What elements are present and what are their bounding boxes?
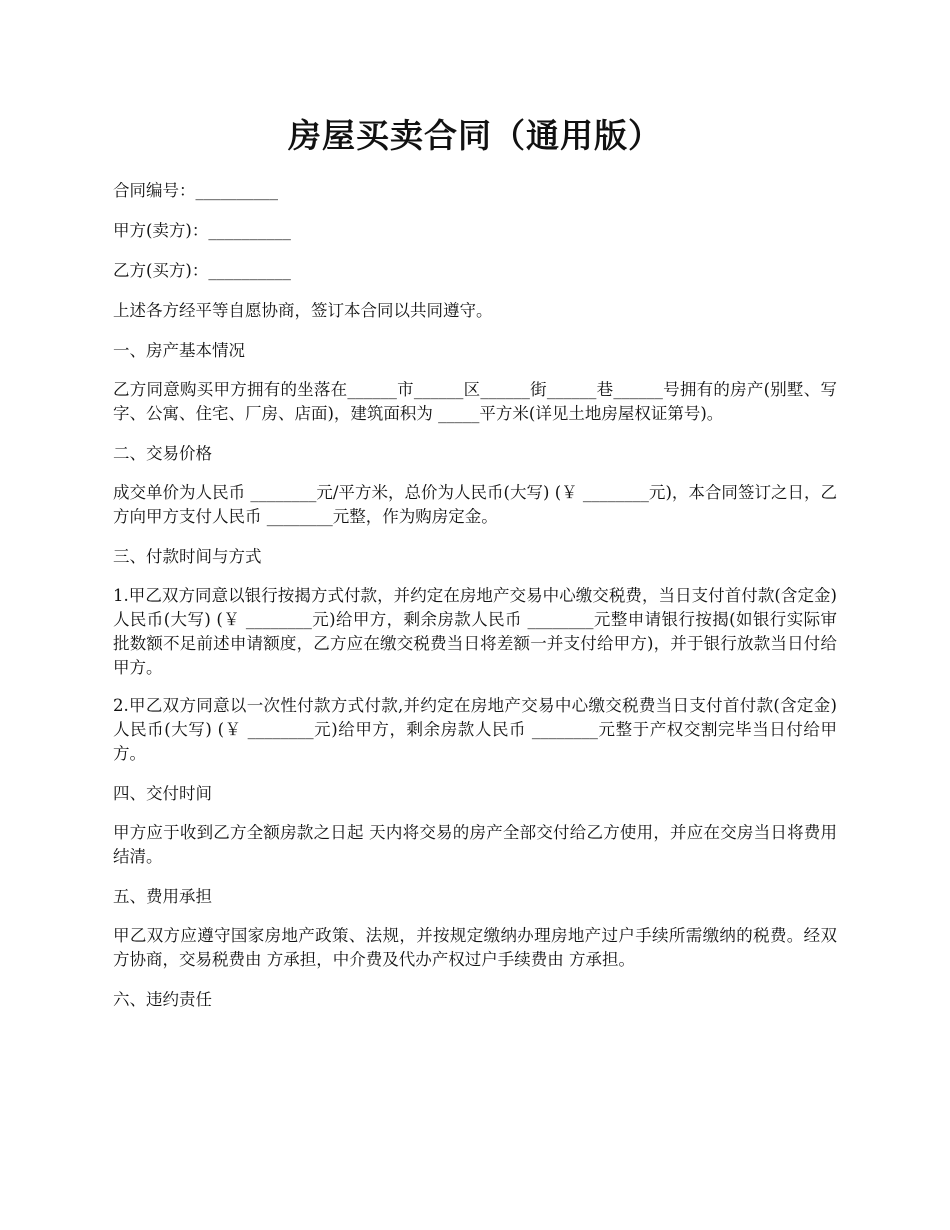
section-paragraph-payment-lumpsum: 2.甲乙双方同意以一次性付款方式付款,并约定在房地产交易中心缴交税费当日支付首付款(含定金)人民币(大写) (￥ ________元)给甲方，剩余房款人民币 ________元整于产权交割完毕当日付给甲方。 <box>113 696 837 763</box>
party-b-field: 乙方(买方)：__________ <box>113 261 291 280</box>
document-body <box>113 179 837 1027</box>
section-heading-price: 二、交易价格 <box>113 444 212 463</box>
section-heading-payment: 三、付款时间与方式 <box>113 547 262 566</box>
section-heading-delivery: 四、交付时间 <box>113 784 212 803</box>
contract-number-field: 合同编号：__________ <box>113 181 278 200</box>
section-paragraph-property-info: 乙方同意购买甲方拥有的坐落在______市______区______街______巷______号拥有的房产(别墅、写字、公寓、住宅、厂房、店面)，建筑面积为 _____平方米(详见土地房屋权证第号)。 <box>113 380 837 423</box>
page-title: 房屋买卖合同（通用版） <box>288 116 662 155</box>
section-paragraph-fees: 甲乙双方应遵守国家房地产政策、法规，并按规定缴纳办理房地产过户手续所需缴纳的税费。经双方协商，交易税费由 方承担，中介费及代办产权过户手续费由 方承担。 <box>113 926 837 969</box>
section-heading-fees: 五、费用承担 <box>113 887 212 906</box>
party-a-field: 甲方(卖方)：__________ <box>113 221 291 240</box>
section-paragraph-payment-mortgage: 1.甲乙双方同意以银行按揭方式付款，并约定在房地产交易中心缴交税费，当日支付首付款(含定金)人民币(大写) (￥ ________元)给甲方，剩余房款人民币 ________元整申请银行按揭(如银行实际审批数额不足前述申请额度，乙方应在缴交税费当日将差额一并支付给甲方)，并于银行放款当日付给甲方。 <box>113 586 837 677</box>
section-heading-liability: 六、违约责任 <box>113 990 212 1009</box>
preamble: 上述各方经平等自愿协商，签订本合同以共同遵守。 <box>113 301 493 320</box>
section-paragraph-delivery: 甲方应于收到乙方全额房款之日起 天内将交易的房产全部交付给乙方使用，并应在交房当日将费用结清。 <box>113 823 837 866</box>
section-heading-property-info: 一、房产基本情况 <box>113 341 245 360</box>
section-paragraph-price: 成交单价为人民币 ________元/平方米，总价为人民币(大写) (￥ ________元)，本合同签订之日，乙方向甲方支付人民币 ________元整，作为购房定金。 <box>113 483 837 526</box>
